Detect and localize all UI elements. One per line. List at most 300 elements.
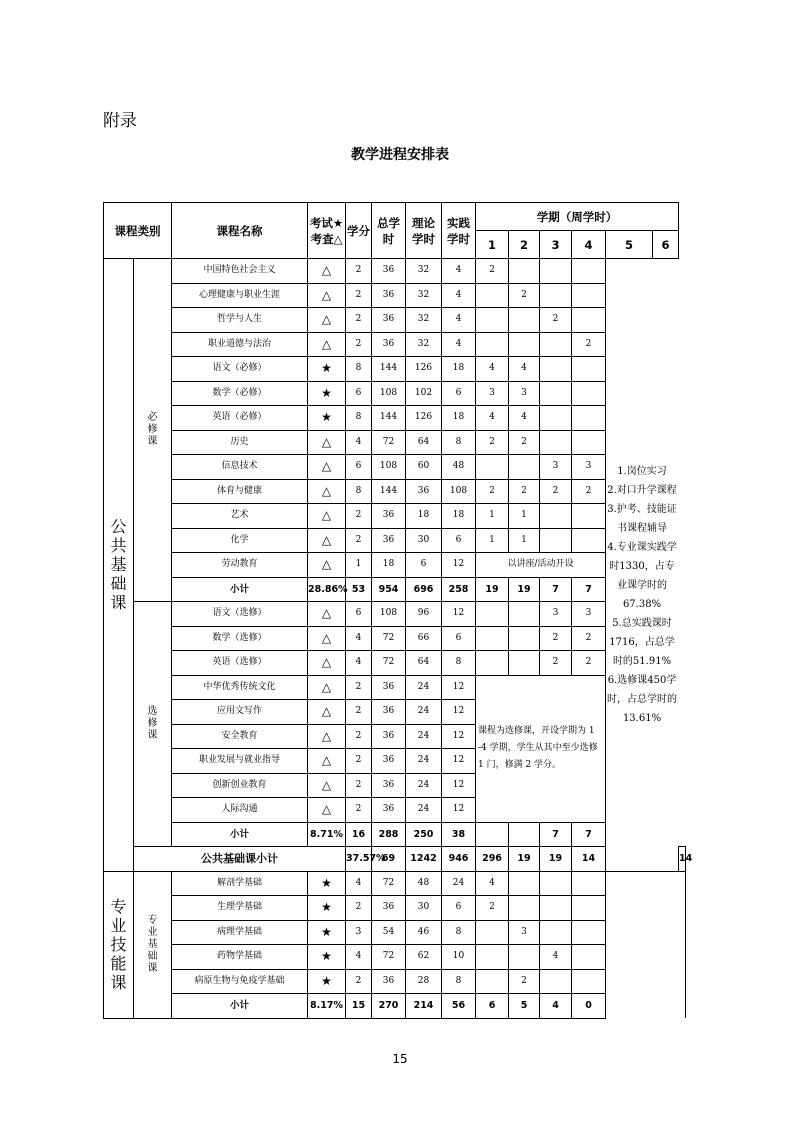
semester-3-cell: 7 bbox=[540, 822, 572, 847]
course-name-cell: 中华优秀传统文化 bbox=[172, 675, 308, 700]
semester-3-cell: 4 bbox=[540, 945, 572, 970]
practice-hours-cell: 8 bbox=[442, 969, 476, 994]
table-row bbox=[104, 259, 699, 284]
credits-cell: 4 bbox=[346, 651, 372, 676]
exam-type-cell: △ bbox=[308, 332, 346, 357]
theory-hours-cell: 60 bbox=[406, 455, 442, 480]
total-hours-cell: 72 bbox=[372, 626, 406, 651]
theory-hours-cell: 32 bbox=[406, 259, 442, 284]
practice-hours-cell: 4 bbox=[442, 308, 476, 333]
semester-3-cell bbox=[540, 332, 572, 357]
course-name-cell: 信息技术 bbox=[172, 455, 308, 480]
page-number: 15 bbox=[392, 1052, 408, 1066]
course-name-cell: 解剖学基础 bbox=[172, 871, 308, 896]
semester-1-cell: 6 bbox=[476, 994, 509, 1019]
total-hours-cell: 36 bbox=[372, 896, 406, 921]
header-category: 课程类别 bbox=[104, 203, 172, 259]
course-name-cell: 人际沟通 bbox=[172, 798, 308, 823]
practice-hours-cell: 48 bbox=[442, 455, 476, 480]
exam-type-cell: ★ bbox=[308, 896, 346, 921]
subcategory-elective: 选 修 课 bbox=[134, 602, 172, 847]
subtotal-practice: 38 bbox=[442, 822, 476, 847]
category-professional-skills: 专 业 技 能 课 bbox=[104, 871, 134, 1018]
theory-hours-cell: 126 bbox=[406, 357, 442, 382]
total-hours-cell: 36 bbox=[372, 283, 406, 308]
credits-cell: 2 bbox=[346, 969, 372, 994]
semester-4-cell: 3 bbox=[572, 602, 606, 627]
theory-hours-cell: 102 bbox=[406, 381, 442, 406]
table-row bbox=[104, 203, 699, 231]
semester-4-cell bbox=[572, 528, 606, 553]
semester-2-cell: 5 bbox=[509, 994, 540, 1019]
semester-3-cell bbox=[540, 430, 572, 455]
semester-4-cell: 7 bbox=[572, 577, 606, 602]
semester-2-cell bbox=[509, 259, 540, 284]
credits-cell: 2 bbox=[346, 528, 372, 553]
practice-hours-cell: 6 bbox=[442, 528, 476, 553]
credits-cell: 2 bbox=[346, 896, 372, 921]
public-basic-subtotal-label: 公共基础课小计 bbox=[134, 847, 346, 872]
credits-cell: 8 bbox=[346, 357, 372, 382]
theory-hours-cell: 64 bbox=[406, 430, 442, 455]
practice-hours-cell: 4 bbox=[442, 332, 476, 357]
exam-type-cell: △ bbox=[308, 724, 346, 749]
semester-3-cell: 2 bbox=[540, 626, 572, 651]
header-exam-type: 考试★ 考查△ bbox=[308, 203, 346, 259]
header-credits: 学分 bbox=[346, 203, 372, 259]
semester-2-cell bbox=[509, 332, 540, 357]
subtotal-credits: 16 bbox=[346, 822, 372, 847]
course-name-cell: 安全教育 bbox=[172, 724, 308, 749]
course-name-cell: 劳动教育 bbox=[172, 553, 308, 578]
total-hours-cell: 108 bbox=[372, 455, 406, 480]
subtotal-total: 954 bbox=[372, 577, 406, 602]
exam-type-cell: △ bbox=[308, 259, 346, 284]
semester-1-cell: 2 bbox=[476, 259, 509, 284]
credits-cell: 3 bbox=[346, 920, 372, 945]
credits-cell: 2 bbox=[346, 504, 372, 529]
course-name-cell: 病原生物与免疫学基础 bbox=[172, 969, 308, 994]
semester-2-cell bbox=[509, 651, 540, 676]
semester-4-cell: 3 bbox=[572, 455, 606, 480]
table-title: 教学进程安排表 bbox=[351, 147, 449, 163]
header-semester-3: 3 bbox=[540, 231, 572, 259]
semester-4-cell bbox=[572, 357, 606, 382]
practice-hours-cell: 18 bbox=[442, 357, 476, 382]
semester-4-cell bbox=[572, 283, 606, 308]
practice-hours-cell: 12 bbox=[442, 773, 476, 798]
practice-hours-cell: 10 bbox=[442, 945, 476, 970]
total-hours-cell: 72 bbox=[372, 871, 406, 896]
practice-hours-cell: 6 bbox=[442, 626, 476, 651]
semester-1-cell bbox=[476, 602, 509, 627]
semester-3-cell bbox=[540, 896, 572, 921]
practice-hours-cell: 12 bbox=[442, 675, 476, 700]
subtotal-theory: 696 bbox=[406, 577, 442, 602]
practice-hours-cell: 24 bbox=[442, 871, 476, 896]
practice-hours-cell: 12 bbox=[442, 700, 476, 725]
semester-3-cell bbox=[540, 381, 572, 406]
semester-2-cell: 2 bbox=[509, 479, 540, 504]
theory-hours-cell: 24 bbox=[406, 749, 442, 774]
course-name-cell: 化学 bbox=[172, 528, 308, 553]
semester-1-cell: 1 bbox=[476, 528, 509, 553]
table-row bbox=[104, 896, 699, 921]
exam-type-cell: △ bbox=[308, 308, 346, 333]
theory-hours-cell: 66 bbox=[406, 626, 442, 651]
semester-3-cell bbox=[540, 406, 572, 431]
practice-hours-cell: 6 bbox=[442, 381, 476, 406]
semester-1-cell bbox=[476, 332, 509, 357]
table-row bbox=[104, 945, 699, 970]
course-name-cell: 语文（必修） bbox=[172, 357, 308, 382]
header-semester-6: 6 bbox=[653, 231, 679, 259]
exam-type-cell: △ bbox=[308, 675, 346, 700]
theory-hours-cell: 64 bbox=[406, 651, 442, 676]
semester-4-cell bbox=[572, 406, 606, 431]
semester-4-cell: 2 bbox=[572, 332, 606, 357]
semester-2-cell bbox=[509, 822, 540, 847]
table-row bbox=[104, 920, 699, 945]
table-row bbox=[104, 969, 699, 994]
exam-type-cell: △ bbox=[308, 504, 346, 529]
total-hours-cell: 36 bbox=[372, 724, 406, 749]
exam-type-cell: △ bbox=[308, 651, 346, 676]
semester-3-cell: 14 bbox=[572, 847, 606, 872]
theory-hours-cell: 24 bbox=[406, 773, 442, 798]
header-theory-hours: 理论 学时 bbox=[406, 203, 442, 259]
practice-hours-cell: 12 bbox=[442, 602, 476, 627]
semester-4-cell: 0 bbox=[572, 994, 606, 1019]
exam-type-cell: △ bbox=[308, 602, 346, 627]
subtotal-percent: 8.71% bbox=[308, 822, 346, 847]
semester-2-cell bbox=[509, 945, 540, 970]
semester-1-cell bbox=[476, 945, 509, 970]
exam-type-cell: △ bbox=[308, 700, 346, 725]
semester-2-cell bbox=[509, 896, 540, 921]
subtotal-credits: 53 bbox=[346, 577, 372, 602]
semester-4-cell bbox=[572, 308, 606, 333]
header-semester-4: 4 bbox=[572, 231, 606, 259]
exam-type-cell: △ bbox=[308, 430, 346, 455]
credits-cell: 2 bbox=[346, 749, 372, 774]
course-name-cell: 历史 bbox=[172, 430, 308, 455]
theory-hours-cell: 46 bbox=[406, 920, 442, 945]
theory-hours-cell: 30 bbox=[406, 528, 442, 553]
practice-hours-cell: 12 bbox=[442, 749, 476, 774]
semester-3-cell bbox=[540, 259, 572, 284]
credits-cell: 4 bbox=[346, 945, 372, 970]
notes-cell: 1.岗位实习 2.对口升学课程 3.护考、技能证书课程辅导 4.专业课实践学时1330，占专业课学时的67.38% 5.总实践课时1716，占总学时的51.91% 6.选修课450学时，占总学时的13.61% bbox=[606, 259, 679, 872]
credits-cell: 8 bbox=[346, 479, 372, 504]
theory-hours-cell: 18 bbox=[406, 504, 442, 529]
credits-cell: 2 bbox=[346, 308, 372, 333]
header-practice-hours: 实践 学时 bbox=[442, 203, 476, 259]
semester-4-cell bbox=[572, 504, 606, 529]
credits-cell: 4 bbox=[346, 626, 372, 651]
semester-1-cell: 2 bbox=[476, 479, 509, 504]
exam-type-cell: ★ bbox=[308, 381, 346, 406]
course-name-cell: 职业道德与法治 bbox=[172, 332, 308, 357]
subtotal-label: 小计 bbox=[172, 994, 308, 1019]
course-name-cell: 英语（选修） bbox=[172, 651, 308, 676]
credits-cell: 2 bbox=[346, 675, 372, 700]
header-semester-5: 5 bbox=[606, 231, 653, 259]
semester-4-cell bbox=[572, 969, 606, 994]
semester-3-cell bbox=[540, 920, 572, 945]
table-row bbox=[104, 871, 699, 896]
subtotal-percent: 8.17% bbox=[308, 994, 346, 1019]
theory-hours-cell: 30 bbox=[406, 896, 442, 921]
practice-hours-cell: 6 bbox=[442, 896, 476, 921]
semester-2-cell bbox=[509, 871, 540, 896]
semester-2-cell: 2 bbox=[509, 969, 540, 994]
subtotal-credits: 69 bbox=[372, 847, 406, 872]
semester-3-cell bbox=[540, 969, 572, 994]
practice-hours-cell: 108 bbox=[442, 479, 476, 504]
semester-4-cell bbox=[572, 381, 606, 406]
labor-note-cell: 以讲座/活动开设 bbox=[476, 553, 606, 578]
course-name-cell: 数学（选修） bbox=[172, 626, 308, 651]
total-hours-cell: 144 bbox=[372, 357, 406, 382]
semester-1-cell bbox=[476, 920, 509, 945]
course-name-cell: 体育与健康 bbox=[172, 479, 308, 504]
header-semester-2: 2 bbox=[509, 231, 540, 259]
course-name-cell: 应用文写作 bbox=[172, 700, 308, 725]
credits-cell: 6 bbox=[346, 455, 372, 480]
theory-hours-cell: 24 bbox=[406, 700, 442, 725]
total-hours-cell: 36 bbox=[372, 259, 406, 284]
semester-1-cell: 19 bbox=[509, 847, 540, 872]
semester-3-cell: 3 bbox=[540, 455, 572, 480]
semester-4-cell bbox=[572, 945, 606, 970]
semester-3-cell bbox=[540, 283, 572, 308]
total-hours-cell: 36 bbox=[372, 969, 406, 994]
total-hours-cell: 36 bbox=[372, 773, 406, 798]
subtotal-total: 1242 bbox=[406, 847, 442, 872]
theory-hours-cell: 28 bbox=[406, 969, 442, 994]
exam-type-cell: ★ bbox=[308, 945, 346, 970]
credits-cell: 2 bbox=[346, 724, 372, 749]
total-hours-cell: 36 bbox=[372, 528, 406, 553]
theory-hours-cell: 24 bbox=[406, 724, 442, 749]
course-name-cell: 英语（必修） bbox=[172, 406, 308, 431]
semester-1-cell bbox=[476, 283, 509, 308]
semester-1-cell bbox=[476, 455, 509, 480]
subtotal-practice: 258 bbox=[442, 577, 476, 602]
subcategory-professional-basic: 专 业 基 础 课 bbox=[134, 871, 172, 1018]
semester-1-cell: 4 bbox=[476, 406, 509, 431]
total-hours-cell: 144 bbox=[372, 406, 406, 431]
semester-3-cell: 7 bbox=[540, 577, 572, 602]
course-name-cell: 数学（必修） bbox=[172, 381, 308, 406]
semester-4-cell bbox=[572, 920, 606, 945]
total-hours-cell: 72 bbox=[372, 651, 406, 676]
semester-2-cell bbox=[509, 626, 540, 651]
credits-cell: 2 bbox=[346, 798, 372, 823]
exam-type-cell: ★ bbox=[308, 406, 346, 431]
credits-cell: 4 bbox=[346, 430, 372, 455]
table-row bbox=[104, 994, 699, 1019]
teaching-schedule-table bbox=[103, 202, 698, 1019]
course-name-cell: 哲学与人生 bbox=[172, 308, 308, 333]
subtotal-theory: 214 bbox=[406, 994, 442, 1019]
header-total-hours: 总学时 bbox=[372, 203, 406, 259]
theory-hours-cell: 24 bbox=[406, 798, 442, 823]
semester-1-cell bbox=[476, 651, 509, 676]
total-hours-cell: 72 bbox=[372, 945, 406, 970]
credits-cell: 2 bbox=[346, 773, 372, 798]
blank-spacer bbox=[685, 847, 698, 1019]
credits-cell: 1 bbox=[346, 553, 372, 578]
credits-cell: 6 bbox=[346, 602, 372, 627]
semester-4-cell bbox=[572, 430, 606, 455]
semester-1-cell bbox=[476, 969, 509, 994]
semester-2-cell: 4 bbox=[509, 357, 540, 382]
semester-2-cell: 19 bbox=[509, 577, 540, 602]
semester-1-cell bbox=[476, 308, 509, 333]
course-name-cell: 职业发展与就业指导 bbox=[172, 749, 308, 774]
total-hours-cell: 54 bbox=[372, 920, 406, 945]
semester-3-cell: 2 bbox=[540, 308, 572, 333]
semester-4-cell: 7 bbox=[572, 822, 606, 847]
credits-cell: 2 bbox=[346, 283, 372, 308]
semester-2-cell: 1 bbox=[509, 528, 540, 553]
total-hours-cell: 36 bbox=[372, 332, 406, 357]
credits-cell: 2 bbox=[346, 700, 372, 725]
semester-3-cell: 2 bbox=[540, 651, 572, 676]
semester-2-cell bbox=[509, 308, 540, 333]
semester-2-cell: 1 bbox=[509, 504, 540, 529]
exam-type-cell: ★ bbox=[308, 871, 346, 896]
semester-2-cell bbox=[509, 455, 540, 480]
semester-2-cell: 19 bbox=[540, 847, 572, 872]
subtotal-theory: 250 bbox=[406, 822, 442, 847]
subtotal-total: 288 bbox=[372, 822, 406, 847]
exam-type-cell: △ bbox=[308, 283, 346, 308]
credits-cell: 4 bbox=[346, 871, 372, 896]
exam-type-cell: △ bbox=[308, 479, 346, 504]
semester-3-cell: 2 bbox=[540, 479, 572, 504]
course-name-cell: 心理健康与职业生涯 bbox=[172, 283, 308, 308]
practice-hours-cell: 8 bbox=[442, 651, 476, 676]
subtotal-percent: 28.86% bbox=[308, 577, 346, 602]
semester-4-cell bbox=[572, 259, 606, 284]
subtotal-practice: 296 bbox=[476, 847, 509, 872]
semester-1-cell: 2 bbox=[476, 896, 509, 921]
course-name-cell: 生理学基础 bbox=[172, 896, 308, 921]
semester-2-cell: 2 bbox=[509, 283, 540, 308]
subcategory-required: 必 修 课 bbox=[134, 259, 172, 602]
practice-hours-cell: 18 bbox=[442, 504, 476, 529]
exam-type-cell: △ bbox=[308, 798, 346, 823]
theory-hours-cell: 126 bbox=[406, 406, 442, 431]
semester-2-cell: 3 bbox=[509, 381, 540, 406]
exam-type-cell: ★ bbox=[308, 920, 346, 945]
semester-4-cell: 2 bbox=[572, 626, 606, 651]
practice-hours-cell: 8 bbox=[442, 430, 476, 455]
exam-type-cell: △ bbox=[308, 626, 346, 651]
total-hours-cell: 36 bbox=[372, 504, 406, 529]
credits-cell: 2 bbox=[346, 332, 372, 357]
header-course-name: 课程名称 bbox=[172, 203, 308, 259]
semester-1-cell bbox=[476, 626, 509, 651]
credits-cell: 8 bbox=[346, 406, 372, 431]
appendix-heading: 附录 bbox=[103, 111, 137, 131]
elective-note-cell: 课程为选修课，开设学期为 1 -4 学期，学生从其中至少选修 1 门，修满 2 学分。 bbox=[476, 675, 606, 822]
header-semester: 学期（周学时） bbox=[476, 203, 679, 231]
theory-hours-cell: 32 bbox=[406, 332, 442, 357]
theory-hours-cell: 6 bbox=[406, 553, 442, 578]
semester-2-cell: 3 bbox=[509, 920, 540, 945]
theory-hours-cell: 24 bbox=[406, 675, 442, 700]
exam-type-cell: △ bbox=[308, 749, 346, 774]
total-hours-cell: 36 bbox=[372, 308, 406, 333]
course-name-cell: 中国特色社会主义 bbox=[172, 259, 308, 284]
theory-hours-cell: 48 bbox=[406, 871, 442, 896]
total-hours-cell: 36 bbox=[372, 700, 406, 725]
course-name-cell: 语文（选修） bbox=[172, 602, 308, 627]
total-hours-cell: 108 bbox=[372, 381, 406, 406]
total-hours-cell: 36 bbox=[372, 749, 406, 774]
semester-1-cell: 19 bbox=[476, 577, 509, 602]
total-hours-cell: 108 bbox=[372, 602, 406, 627]
semester-1-cell: 2 bbox=[476, 430, 509, 455]
semester-4-cell bbox=[572, 896, 606, 921]
subtotal-label: 小计 bbox=[172, 577, 308, 602]
semester-1-cell: 3 bbox=[476, 381, 509, 406]
subtotal-practice: 56 bbox=[442, 994, 476, 1019]
semester-3-cell bbox=[540, 357, 572, 382]
total-hours-cell: 18 bbox=[372, 553, 406, 578]
exam-type-cell: △ bbox=[308, 455, 346, 480]
subtotal-label: 小计 bbox=[172, 822, 308, 847]
semester-1-cell: 1 bbox=[476, 504, 509, 529]
semester-3-cell bbox=[540, 504, 572, 529]
semester-3-cell bbox=[540, 528, 572, 553]
course-name-cell: 药物学基础 bbox=[172, 945, 308, 970]
practice-hours-cell: 12 bbox=[442, 724, 476, 749]
subtotal-credits: 15 bbox=[346, 994, 372, 1019]
semester-3-cell bbox=[540, 871, 572, 896]
exam-type-cell: △ bbox=[308, 553, 346, 578]
theory-hours-cell: 96 bbox=[406, 602, 442, 627]
theory-hours-cell: 36 bbox=[406, 479, 442, 504]
exam-type-cell: ★ bbox=[308, 357, 346, 382]
course-name-cell: 创新创业教育 bbox=[172, 773, 308, 798]
table-body bbox=[104, 203, 699, 1019]
semester-2-cell: 4 bbox=[509, 406, 540, 431]
header-semester-1: 1 bbox=[476, 231, 509, 259]
semester-1-cell: 4 bbox=[476, 357, 509, 382]
semester-4-cell bbox=[572, 871, 606, 896]
semester-3-cell: 4 bbox=[540, 994, 572, 1019]
credits-cell: 6 bbox=[346, 381, 372, 406]
semester-1-cell: 4 bbox=[476, 871, 509, 896]
practice-hours-cell: 18 bbox=[442, 406, 476, 431]
course-name-cell: 艺术 bbox=[172, 504, 308, 529]
semester-4-cell: 2 bbox=[572, 651, 606, 676]
semester-4-cell: 2 bbox=[572, 479, 606, 504]
subtotal-percent: 37.57% bbox=[346, 847, 372, 872]
credits-cell: 2 bbox=[346, 259, 372, 284]
total-hours-cell: 36 bbox=[372, 798, 406, 823]
theory-hours-cell: 32 bbox=[406, 308, 442, 333]
exam-type-cell: ★ bbox=[308, 969, 346, 994]
total-hours-cell: 144 bbox=[372, 479, 406, 504]
practice-hours-cell: 4 bbox=[442, 283, 476, 308]
exam-type-cell: △ bbox=[308, 773, 346, 798]
